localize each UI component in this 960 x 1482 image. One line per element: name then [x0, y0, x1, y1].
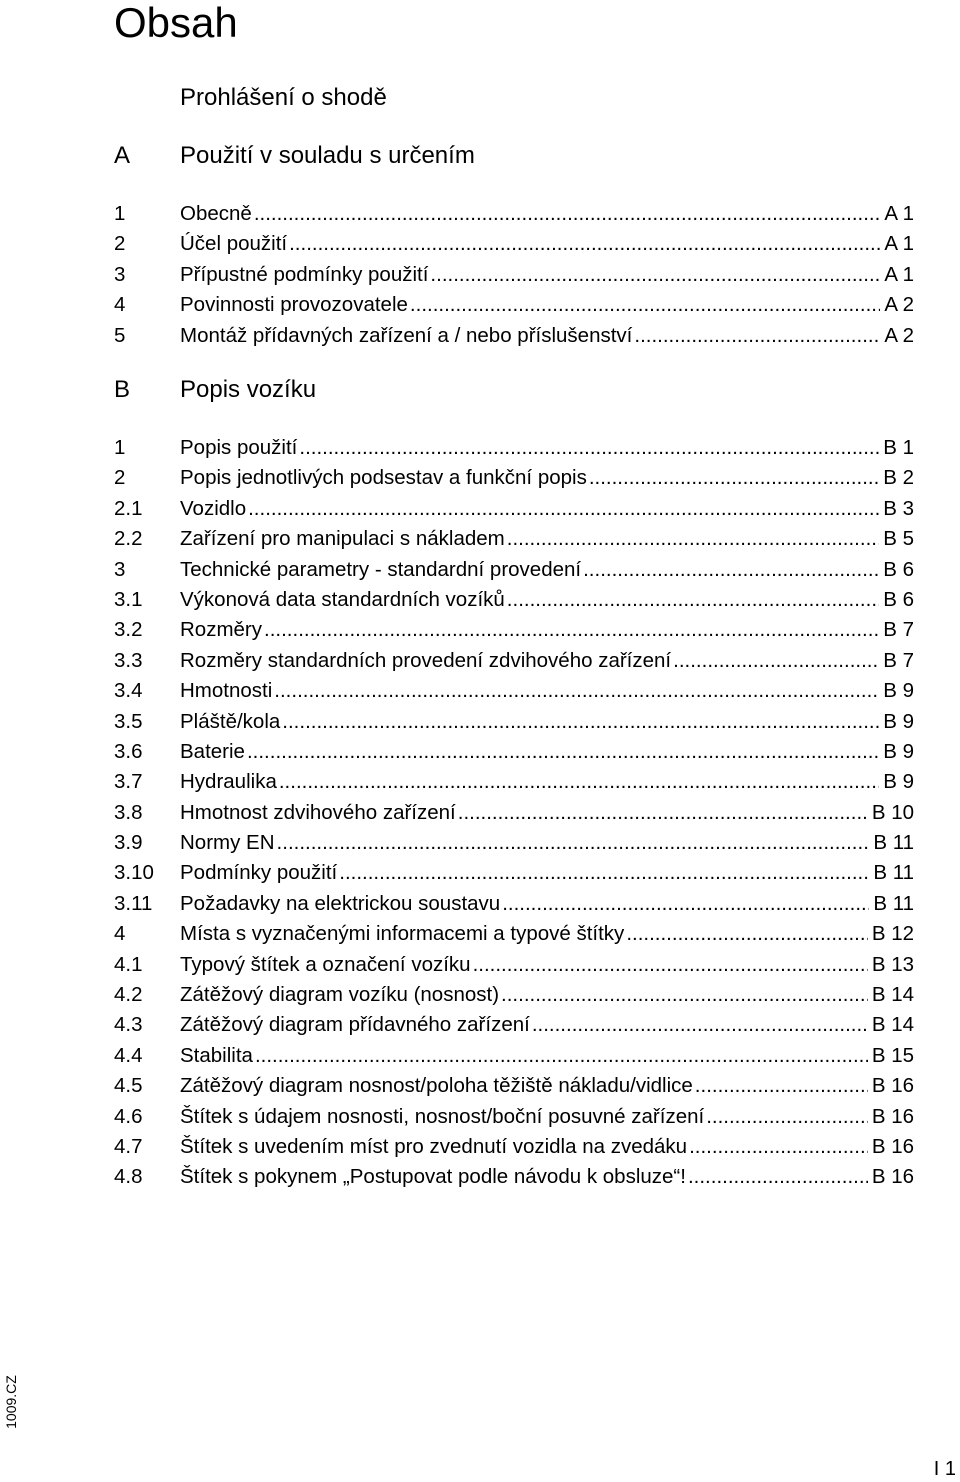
toc-entry-page: B 9 — [883, 709, 914, 733]
toc-entry-label: Požadavky na elektrickou soustavu — [180, 891, 501, 915]
toc-entry-label: Zátěžový diagram přídavného zařízení — [180, 1013, 530, 1037]
toc-entry-label: Montáž přídavných zařízení a / nebo příslušenství — [180, 323, 633, 347]
toc-entry-line — [180, 524, 914, 554]
toc-entry[interactable] — [114, 199, 914, 229]
toc-entry-number: 4 — [114, 293, 126, 317]
toc-entry-number: 3.7 — [114, 770, 143, 794]
toc-entry-label: Výkonová data standardních vozíků — [180, 587, 505, 611]
toc-entry-page: B 7 — [883, 648, 914, 672]
toc-entry-page: B 11 — [873, 891, 914, 915]
toc-entry-number: 3.2 — [114, 618, 143, 642]
toc-entry-page: B 9 — [883, 739, 914, 763]
toc-entry-number: 3.1 — [114, 587, 143, 611]
toc-entry-line — [180, 1071, 914, 1101]
toc-entry-label: Popis jednotlivých podsestav a funkční popis — [180, 466, 587, 490]
toc-entry-number: 3 — [114, 262, 126, 286]
toc-entry-page: B 6 — [883, 557, 914, 581]
toc-entry-page: B 9 — [883, 679, 914, 703]
toc-entry[interactable] — [114, 646, 914, 676]
toc-entry-line — [180, 950, 914, 980]
toc-entry[interactable] — [114, 767, 914, 797]
toc-entry-label: Zátěžový diagram nosnost/poloha těžiště nákladu/vidlice — [180, 1074, 693, 1098]
dot-leader — [248, 494, 879, 524]
toc-entry-number: 1 — [114, 436, 126, 459]
toc-entry-line — [180, 1132, 914, 1162]
toc-entry[interactable] — [114, 1071, 914, 1101]
toc-entry[interactable] — [114, 494, 914, 524]
dot-leader — [279, 767, 879, 797]
dot-leader — [507, 585, 879, 615]
toc-entry-label: Hydraulika — [180, 770, 277, 794]
toc-entry-page: B 6 — [883, 587, 914, 611]
toc-entry-number: 4.1 — [114, 952, 143, 976]
toc-entry[interactable] — [114, 585, 914, 615]
toc-entry-number: 4.3 — [114, 1013, 143, 1037]
dot-leader — [247, 737, 879, 767]
page-title: Obsah — [114, 0, 238, 46]
toc-entry-number: 2.2 — [114, 527, 143, 551]
toc-entry-line — [180, 798, 914, 828]
dot-leader — [255, 1041, 868, 1071]
toc-entry[interactable] — [114, 858, 914, 888]
toc-entry-line — [180, 229, 914, 259]
toc-entry-line — [180, 858, 914, 888]
toc-entry[interactable] — [114, 524, 914, 554]
toc-entry-number: 4.5 — [114, 1074, 143, 1098]
toc-entry-line — [180, 676, 914, 706]
toc-entry-number: 5 — [114, 323, 126, 347]
toc-entry-line — [180, 707, 914, 737]
toc-entry-number: 3.11 — [114, 891, 153, 915]
toc-entry-page: B 11 — [873, 831, 914, 855]
dot-leader — [430, 260, 880, 290]
toc-entry-page: B 1 — [883, 436, 914, 459]
toc-entry-number: 3 — [114, 557, 126, 581]
toc-entry-line — [180, 433, 914, 463]
toc-entry[interactable] — [114, 1041, 914, 1071]
toc-entry-page: B 13 — [871, 952, 914, 976]
toc-entry-line — [180, 737, 914, 767]
toc-entry-page: A 1 — [884, 232, 914, 256]
toc-entry-number: 2.1 — [114, 496, 143, 520]
dot-leader — [695, 1071, 868, 1101]
toc-entry-line — [180, 919, 914, 949]
toc-entry-label: Popis použití — [180, 436, 298, 459]
section-a-letter: A — [114, 142, 131, 169]
toc-entry-number: 3.10 — [114, 861, 154, 885]
toc-entry[interactable] — [114, 290, 914, 320]
toc-entry[interactable] — [114, 1132, 914, 1162]
dot-leader — [289, 229, 880, 259]
toc-entry-label: Vozidlo — [180, 496, 247, 520]
toc-entry-line — [180, 1102, 914, 1132]
toc-entry-line — [180, 828, 914, 858]
toc-entry-number: 4.8 — [114, 1165, 143, 1189]
toc-entry-line — [180, 199, 914, 229]
dot-leader — [264, 615, 879, 645]
toc-entry[interactable] — [114, 980, 914, 1010]
toc-entry-page: B 15 — [871, 1043, 914, 1067]
toc-entry-label: Rozměry standardních provedení zdvihového zařízení — [180, 648, 672, 672]
dot-leader — [673, 646, 879, 676]
toc-entry-number: 4 — [114, 922, 126, 946]
toc-entry-page: B 12 — [871, 922, 914, 946]
toc-entry-number: 3.6 — [114, 739, 143, 763]
toc-entry[interactable] — [114, 615, 914, 645]
toc-entry-line — [180, 615, 914, 645]
toc-entry-page: B 16 — [871, 1074, 914, 1098]
toc-entry-page: B 16 — [871, 1104, 914, 1128]
toc-entry-label: Zařízení pro manipulaci s nákladem — [180, 527, 505, 551]
toc-entry[interactable] — [114, 1162, 914, 1192]
toc-entry-label: Pláště/kola — [180, 709, 281, 733]
dot-leader — [458, 798, 868, 828]
dot-leader — [339, 858, 869, 888]
toc-entry-line — [180, 463, 914, 493]
toc-entry-label: Štítek s uvedením míst pro zvednutí vozidla na zvedáku — [180, 1134, 688, 1158]
toc-entry-number: 3.4 — [114, 679, 143, 703]
toc-entry-page: B 16 — [871, 1165, 914, 1189]
toc-entry-page: B 10 — [871, 800, 914, 824]
toc-entry-line — [180, 1010, 914, 1040]
toc-entry[interactable] — [114, 737, 914, 767]
section-a-label: Použití v souladu s určením — [180, 142, 475, 169]
toc-entry-number: 2 — [114, 232, 126, 256]
toc-entry-label: Povinnosti provozovatele — [180, 293, 408, 317]
toc-entry[interactable] — [114, 798, 914, 828]
toc-list-section-b — [114, 433, 914, 1193]
document-code — [0, 1362, 22, 1442]
toc-entry-line — [180, 646, 914, 676]
toc-entry-number: 4.2 — [114, 983, 143, 1007]
dot-leader — [532, 1010, 868, 1040]
toc-entry-label: Rozměry — [180, 618, 263, 642]
toc-entry[interactable] — [114, 463, 914, 493]
toc-entry-number: 3.9 — [114, 831, 143, 855]
toc-entry-number: 3.5 — [114, 709, 143, 733]
toc-entry-page: B 14 — [871, 1013, 914, 1037]
toc-entry-line — [180, 1162, 914, 1192]
toc-entry-label: Hmotnosti — [180, 679, 273, 703]
toc-entry-page: B 3 — [883, 496, 914, 520]
document-code-text: 1009.CZ — [3, 1375, 19, 1429]
toc-entry-label: Účel použití — [180, 232, 288, 256]
toc-entry-page: A 2 — [884, 293, 914, 317]
toc-entry[interactable] — [114, 950, 914, 980]
toc-entry-label: Stabilita — [180, 1043, 253, 1067]
dot-leader — [410, 290, 880, 320]
dot-leader — [706, 1102, 868, 1132]
dot-leader — [254, 199, 881, 229]
toc-entry-line — [180, 321, 914, 351]
toc-entry[interactable] — [114, 555, 914, 585]
toc-entry-label: Technické parametry - standardní provedení — [180, 557, 582, 581]
dot-leader — [689, 1132, 868, 1162]
dot-leader — [502, 889, 869, 919]
toc-entry-label: Štítek s údajem nosnosti, nosnost/boční posuvné zařízení — [180, 1104, 705, 1128]
toc-entry-number: 4.6 — [114, 1104, 143, 1128]
dot-leader — [473, 950, 868, 980]
toc-entry-label: Hmotnost zdvihového zařízení — [180, 800, 456, 824]
dot-leader — [634, 321, 880, 351]
toc-entry[interactable] — [114, 229, 914, 259]
toc-entry[interactable] — [114, 676, 914, 706]
dot-leader — [507, 524, 879, 554]
toc-entry-page: B 2 — [883, 466, 914, 490]
toc-entry-number: 3.3 — [114, 648, 143, 672]
toc-entry-page: B 14 — [871, 983, 914, 1007]
toc-entry-label: Baterie — [180, 739, 245, 763]
toc-entry-page: A 1 — [884, 262, 914, 286]
dot-leader — [626, 919, 868, 949]
toc-entry-line — [180, 889, 914, 919]
toc-entry-label: Podmínky použití — [180, 861, 338, 885]
toc-entry[interactable] — [114, 1102, 914, 1132]
dot-leader — [277, 828, 870, 858]
toc-entry[interactable] — [114, 828, 914, 858]
toc-entry[interactable] — [114, 433, 914, 463]
toc-entry-page: B 16 — [871, 1134, 914, 1158]
dot-leader — [501, 980, 868, 1010]
toc-entry-line — [180, 290, 914, 320]
toc-entry-line — [180, 260, 914, 290]
toc-entry-label: Obecně — [180, 202, 252, 225]
toc-entry-label: Zátěžový diagram vozíku (nosnost) — [180, 983, 500, 1007]
toc-entry-line — [180, 767, 914, 797]
toc-entry[interactable] — [114, 321, 914, 351]
toc-entry-line — [180, 980, 914, 1010]
dot-leader — [583, 555, 879, 585]
dot-leader — [282, 707, 879, 737]
toc-entry[interactable] — [114, 260, 914, 290]
toc-entry[interactable] — [114, 889, 914, 919]
dot-leader — [688, 1162, 868, 1192]
page-number: I 1 — [933, 1458, 956, 1480]
toc-entry-label: Místa s vyznačenými informacemi a typové štítky — [180, 922, 625, 946]
section-b-label: Popis vozíku — [180, 376, 317, 403]
toc-entry[interactable] — [114, 919, 914, 949]
toc-entry-page: A 2 — [884, 323, 914, 347]
toc-entry-page: B 11 — [873, 861, 914, 885]
toc-entry-label: Normy EN — [180, 831, 275, 855]
toc-entry-page: B 5 — [883, 527, 914, 551]
dot-leader — [274, 676, 879, 706]
toc-entry-label: Typový štítek a označení vozíku — [180, 952, 471, 976]
dot-leader — [589, 463, 879, 493]
dot-leader — [299, 433, 879, 463]
toc-entry[interactable] — [114, 1010, 914, 1040]
toc-entry-label: Štítek s pokynem „Postupovat podle návodu k obsluze“! — [180, 1165, 686, 1189]
toc-entry-page: B 7 — [883, 618, 914, 642]
toc-entry-page: A 1 — [884, 202, 914, 225]
toc-entry-number: 4.7 — [114, 1134, 143, 1158]
toc-entry-line — [180, 494, 914, 524]
toc-entry-line — [180, 585, 914, 615]
toc-entry-label: Přípustné podmínky použití — [180, 262, 429, 286]
toc-entry-number: 1 — [114, 202, 126, 225]
toc-entry-number: 4.4 — [114, 1043, 143, 1067]
toc-list-section-a — [114, 199, 914, 351]
toc-entry-line — [180, 1041, 914, 1071]
heading-declaration-label: Prohlášení o shodě — [180, 84, 387, 111]
toc-entry-line — [180, 555, 914, 585]
section-b-letter: B — [114, 376, 131, 403]
toc-entry-number: 2 — [114, 466, 126, 490]
toc-entry-number: 3.8 — [114, 800, 143, 824]
toc-entry-page: B 9 — [883, 770, 914, 794]
toc-entry[interactable] — [114, 707, 914, 737]
